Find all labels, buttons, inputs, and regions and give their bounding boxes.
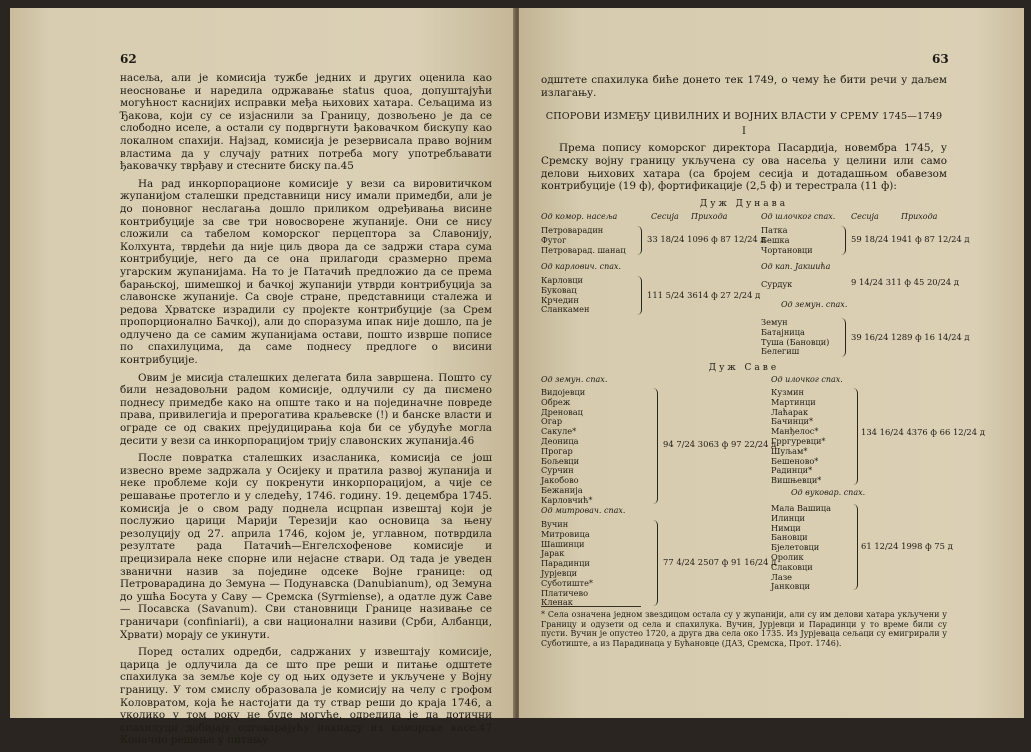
paragraph: На рад инкорпорационе комисије у вези са вировитичком жупанијом сталешки представници нису имали примедби, али је до поновног неслагања дошло приликом одређивања висине контрибуције за све три новосворене жупаније. Они се нису сложили са табелом коморског перцептора за Славонију, Колхунта, тврдећи да није циљ двора да се задржи стара сума контрибуције, него да се она прилагоди сразмерно према угарским жупанијама. На то је Патачић предложио да се према барањској, шимешкој и бачкој жупанији утврди контрибуција за славонске жупаније. Са своје стране, представници сталежа и редова Хрватске израдили су пројекте контрибуције (за Срем пропорционално Бачкој), али до споразума ипак није дошло, па је одлучено да се самим жупанијама остави, пошто изврше пописе по спахилуцима, да саме поднесу предлоге о висини контрибуције.: [120, 177, 492, 367]
right-page-text: [541, 74, 947, 193]
place-name: Мартинци: [771, 396, 816, 407]
place-name: Карловчић*: [541, 494, 593, 505]
group-value: 9 14/24 311 ф 45 20/24 д: [851, 277, 959, 287]
place-name: Сурдук: [761, 279, 793, 289]
brace: [853, 388, 858, 485]
place-name: Бежанија: [541, 484, 583, 495]
footnote: * Села означена једном звездицом остала су у жупанији, али су им делови хатара укључени у Границу и одузети од села и спахилука. Вучин, Јурјевци и Парадинци у то време били су пусти. Вучин је опустео 1720, а друга два села око 1735. Из Јурјеваца сељаци су емигрирали у Суботиште, а из Парадинаца у Бућановце (ДАЗ, Сремска, Прот. 1746).: [541, 610, 947, 648]
section-number: I: [742, 125, 746, 137]
place-name: Нимци: [771, 522, 801, 533]
group-value: 39 16/24 1289 ф 16 14/24 д: [851, 332, 970, 342]
place-name: Буковац: [541, 284, 577, 295]
place-name: Манђелос*: [771, 426, 819, 437]
col-sessions-2: Сесија: [851, 212, 879, 221]
place-name: Кузмин: [771, 387, 804, 397]
place-name: Бешеново*: [771, 455, 819, 466]
col-place-2: Од шлочког спах.: [761, 212, 836, 221]
group-label: Од карлович. спах.: [541, 262, 622, 271]
place-name: Сланкамен: [541, 304, 590, 315]
place-name: Батајница: [761, 326, 805, 337]
place-name: Бешка: [761, 234, 790, 245]
danube-title: Дуж Дунава: [699, 199, 789, 209]
paragraph: насеља, али је комисија тужбе једних и других оценила као неосновање и наредила одржавање status quoa, допуштајући могућност каснијих исправки међа њихових хатара. Сељацима из Ђакова, који су се изјаснили за Границу, дозвољено је да се слободно иселе, а остали су подвргнути ђаковачком бискупу као локалном спахији. Најзад, комисија је резервисала право војним властима да у случају ратних потреба могу употребљавати ђаковачку тврђаву и стесните биску па.45: [120, 72, 492, 173]
group-value: 59 18/24 1941 ф 87 12/24 д: [851, 234, 970, 244]
col-income-2: Прихода: [901, 212, 938, 221]
place-name: Бјелетовци: [771, 542, 820, 553]
place-name: Прогар: [541, 445, 573, 456]
col-b: Од илочког спах.: [771, 375, 843, 384]
place-name: Чортановци: [761, 244, 813, 255]
group-value: 111 5/24 3614 ф 27 2/24 д: [647, 290, 761, 300]
sava-group-2: [771, 388, 826, 486]
place-name: Митровица: [541, 528, 590, 539]
place-name: Грргуревци*: [771, 435, 826, 446]
place-name: Тушa (Бановци): [761, 336, 830, 347]
place-name: Патка: [761, 225, 788, 235]
place-name: Радинци*: [771, 465, 813, 476]
place-name: Вишњевци*: [771, 475, 822, 486]
brace: [637, 276, 642, 315]
place-name: Бановци: [771, 532, 808, 543]
footnote-rule: [541, 606, 641, 607]
open-book: [10, 8, 1024, 747]
brace: [841, 318, 846, 357]
place-name: Парадинци: [541, 558, 590, 569]
page-number-left: 62: [120, 52, 137, 66]
place-name: Оролик: [771, 551, 804, 562]
place-name: Јурјевци: [541, 567, 578, 578]
brace: [841, 226, 846, 255]
place-name: Мала Вашица: [771, 503, 832, 513]
place-name: Петроварадин: [541, 225, 604, 235]
place-name: Видојевци: [541, 387, 586, 397]
left-page: [10, 8, 515, 747]
brace: [853, 504, 858, 590]
place-name: Сурчин: [541, 465, 574, 476]
group-value: 134 16/24 4376 ф 66 12/24 д: [861, 427, 985, 437]
page-number-right: 63: [932, 52, 949, 66]
place-name: Земун: [761, 317, 788, 327]
group-value: 94 7/24 3063 ф 97 22/24 д: [663, 439, 777, 449]
place-name: Карловци: [541, 275, 583, 285]
place-name: Шашинци: [541, 538, 585, 549]
place-name: Сакуле*: [541, 426, 577, 437]
group-label: Од земун. спах.: [781, 300, 848, 309]
place-name: Лаћарак: [771, 406, 809, 417]
sava-table: [541, 363, 985, 608]
place-name: Крчедин: [541, 294, 579, 305]
place-name: Деоница: [541, 435, 579, 446]
sava-title: Дуж Саве: [708, 363, 780, 373]
place-name: Шуљам*: [771, 445, 808, 456]
danube-group-2: [541, 276, 589, 315]
paragraph: Овим је мисија сталешких делегата била завршена. Пошто су били незадовољни радом комисије, одлучили су да писмено поднесу примедбе како на опште тако и на појединачне повреде права, привилегија и прерогатива краљевске (!) и банске власти и ограде се од сваких прејудицирања која би се убудуће могла десити у вези са инкорпорацијом трију славонских жупанија.46: [120, 371, 492, 447]
place-name: Лазе: [771, 571, 793, 582]
paragraph: После повратка сталешких изасланика, комисија се још извесно време задржала у Осијеку и пратила развој жупанија и неке проблеме који су покренути инкорпорацијом, а чије се решавање протегло и у следећу, 1746. годину. 19. децембра 1745. комисија је о свом раду поднела исцрпан извештај који је послужио царици Марији Терезији као основица за њену резолуцију од 27. априла 1746, којом је, углавном, потврдила резултате рада Патачић—Енгелсхофенове комисије и прецизирала неке спорне или нејасне ствари. Од тада је уведен званични назив за поједине одсеке Војне границе: од Петроварадина до Земуна — Подунавска (Danubianum), од Земуна до ушћа Босута у Саву — Сремска (Syrmiense), а одатле дуж Саве — Посавска (Savanum). Сви становници Границе називање се граничари (confiniarii), а сви национални називи (Срби, Албанци, Хрвати) морају се укинути.: [120, 452, 492, 641]
intro-paragraph: Према попису коморског директора Пасардија, новембра 1745, у Сремску војну границу укључена су ова насеља у целини или само делови њихових хатара (са бројем сесија и дотадашњом обавезом контрибуције (19 ф), фортификације (2,5 ф) и терестрала (11 ф):: [541, 142, 947, 193]
sava-group-1: [541, 388, 592, 506]
paragraph: Поред осталих одредби, садржаних у извештају комисије, царица је одлучила да се што пре реши и питање одштете спахилука за земље које су од њих одузете и укључене у Војну границу. У том смислу образовала је комисију на челу с грофом Коловратом, која ће настојати да ту ствар реши до краја 1746, а уколико у том року не буде могуће, одредила је да дотични спахилуци добијају одговарајућу накнаду из коморске касе.47 Коначно решење у питању: [120, 646, 492, 747]
sava-group-3: [541, 520, 593, 608]
danube-group-3: [761, 226, 813, 255]
brace: [637, 226, 642, 255]
section-title: СПОРОВИ ИЗМЕЂУ ЦИВИЛНИХ И ВОЈНИХ ВЛАСТИ У СРЕМУ 1745—1749: [545, 111, 943, 123]
danube-group-5: [761, 318, 829, 357]
group-label: Од вуковар. спах.: [791, 488, 866, 497]
place-name: Бачинци*: [771, 416, 814, 427]
place-name: Јанковци: [771, 581, 810, 592]
group-value: 61 12/24 1998 ф 75 д: [861, 541, 953, 551]
place-name: Петроварад. шанац: [541, 244, 626, 255]
place-name: Огар: [541, 416, 563, 427]
place-name: Обреж: [541, 396, 571, 407]
brace: [653, 520, 658, 606]
place-name: Белегиш: [761, 346, 800, 357]
place-name: Платичево: [541, 587, 589, 598]
group-label: Од кап. Јакшића: [761, 262, 831, 271]
place-name: Суботиште*: [541, 577, 594, 588]
place-name: Јарак: [541, 548, 565, 559]
danube-group-4: [761, 280, 792, 290]
place-name: Илинци: [771, 512, 805, 523]
place-name: Кленак: [541, 597, 573, 608]
place-name: Јакобово: [541, 475, 579, 486]
group-value: 33 18/24 1096 ф 87 12/24 д: [647, 234, 766, 244]
group-value: 77 4/24 2507 ф 91 16/24 д: [663, 557, 777, 567]
place-name: Дреновац: [541, 406, 583, 417]
carry-over-text: одштете спахилука биће донето тек 1749, о чему ће бити речи у даљем излагању.: [541, 74, 947, 99]
col-a: Од земун. спах.: [541, 375, 608, 384]
place-name: Вучин: [541, 519, 569, 529]
col-income: Прихода: [691, 212, 728, 221]
place-name: Бољевци: [541, 455, 580, 466]
left-page-text: [120, 72, 492, 752]
place-name: Футог: [541, 234, 567, 245]
right-page: [519, 8, 1024, 718]
brace: [653, 388, 658, 504]
place-name: Слаковци: [771, 561, 813, 572]
group-label: Од митровач. спах.: [541, 506, 626, 515]
col-place: Од комор. насеља: [541, 212, 618, 221]
danube-group-1: [541, 226, 626, 255]
sava-group-4: [771, 504, 831, 592]
col-sessions: Сесија: [651, 212, 679, 221]
